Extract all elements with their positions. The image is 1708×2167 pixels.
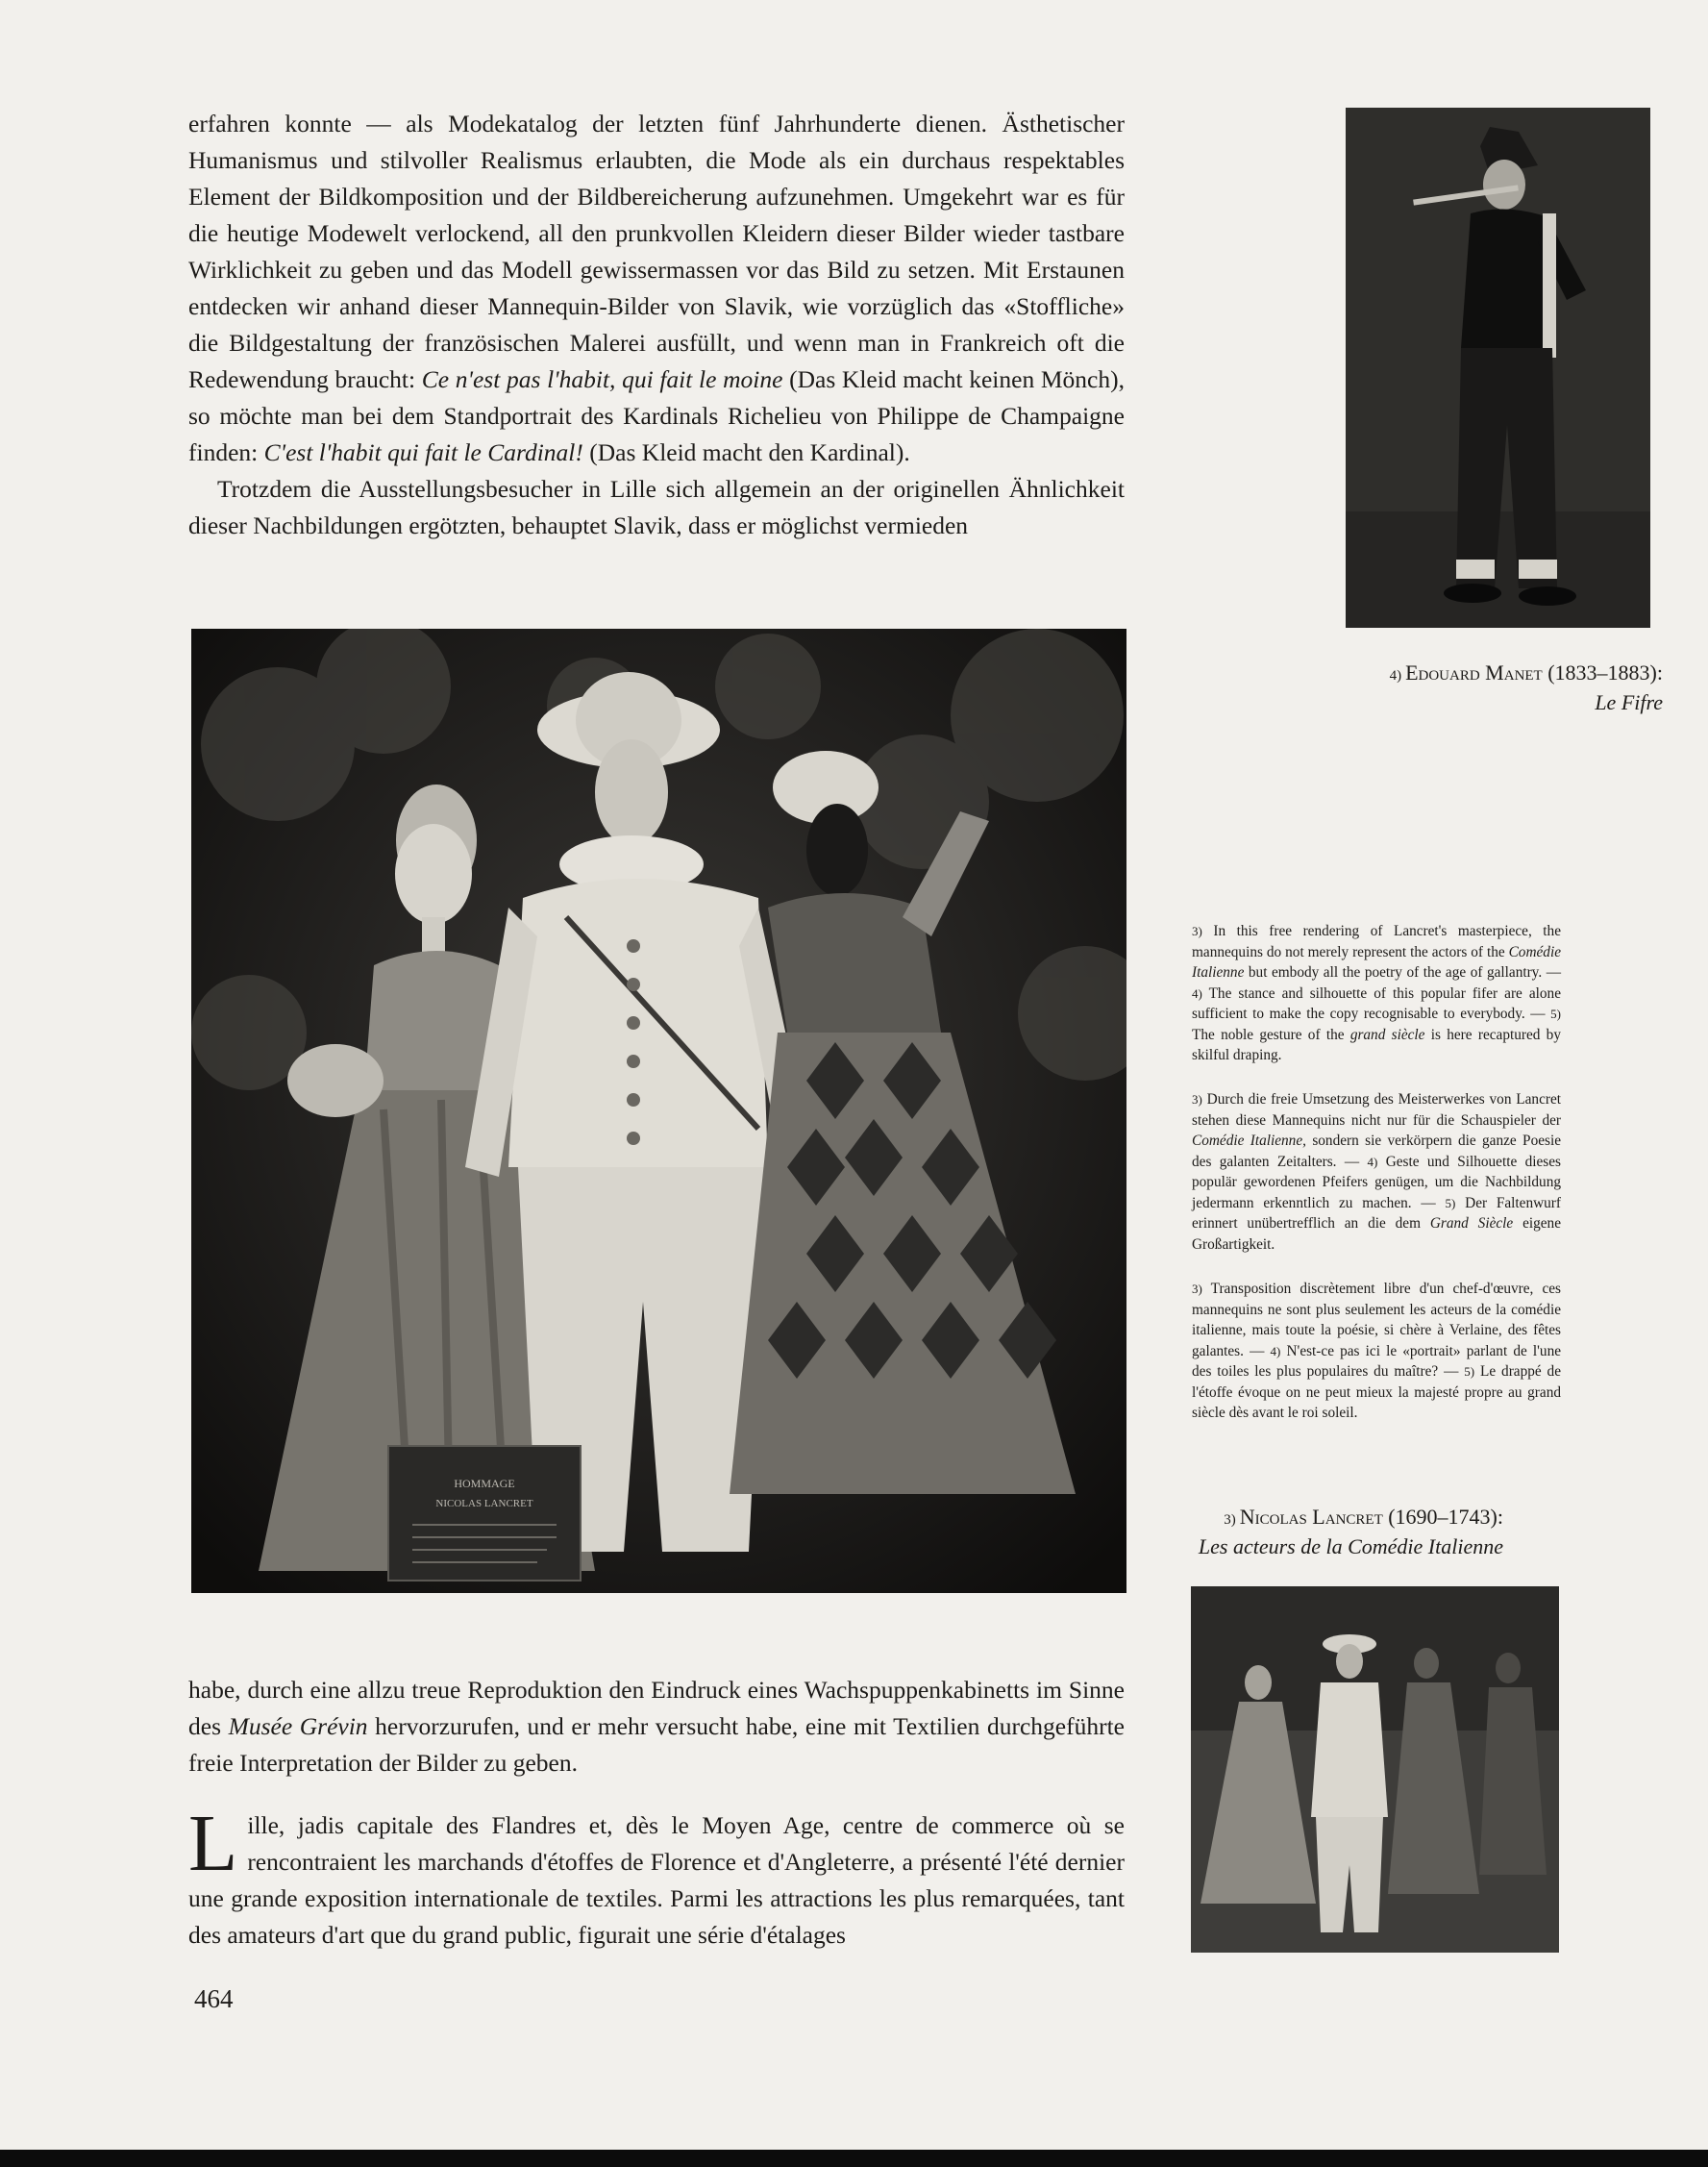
caption-manet-line1	[1288, 660, 1663, 689]
caption-german: 3) Durch die freie Umsetzung des Meisterwerkes von Lancret stehen diese Mannequins nicht nur für die Schauspieler der Comédie Italienne, sondern sie verkörpern die ganze Poesie des galanten Zeitalters. — 4) Geste und Silhouette dieses populär gewordenen Pfeifers genügen, um die Nachbildung jedermann erkenntlich zu machen. — 5) Der Faltenwurf erinnert unübertrefflich an die dem Grand Siècle eigene Großartigkeit.	[1192, 1091, 1561, 1253]
photo-manet-image	[1346, 108, 1650, 628]
paragraph: Trotzdem die Ausstellungsbesucher in Lille sich allgemein an der originellen Ähnlichkeit dieser Nachbildungen ergötzten, behauptet Slavik, dass er möglichst vermieden	[188, 475, 1125, 539]
drop-cap: L	[188, 1799, 238, 1888]
body-text-french	[188, 1799, 1125, 1954]
photo-mannequins-image	[191, 629, 1126, 1593]
caption-number: 4)	[1389, 668, 1402, 684]
paragraph: Lille, jadis capitale des Flandres et, dès le Moyen Age, centre de commerce où se rencontraient les marchands d'étoffes de Florence et d'Angleterre, a présenté l'été dernier une grande exposition internationale de textiles. Parmi les attractions les plus remarquées, tant des amateurs d'art que du grand public, figurait une série d'étalages	[188, 1799, 1125, 1949]
caption-artist: Edouard Manet	[1405, 660, 1543, 685]
page-number: 464	[194, 1984, 234, 2013]
caption-dates: (1690–1743):	[1388, 1505, 1503, 1529]
caption-title: Le Fifre	[1595, 690, 1663, 714]
photo-mannequins	[191, 629, 1126, 1593]
caption-english: 3) In this free rendering of Lancret's masterpiece, the mannequins do not merely represent the actors of the Comédie Italienne but embody all the poetry of the age of gallantry. — 4) The stance and silhouette of this popular fifer are alone sufficient to make the copy recognisable to everybody. — 5) The noble gesture of the grand siècle is here recaptured by skilful draping.	[1192, 923, 1561, 1063]
paragraph: erfahren konnte — als Modekatalog der letzten fünf Jahrhunderte dienen. Ästhetischer Humanismus und stilvoller Realismus erlaubten, die Mode als ein durchaus respektables Element der Bildkomposition und der Bildbereicherung aufzunehmen. Umgekehrt war es für die heutige Modewelt verlockend, all den prunkvollen Kleidern dieser Bilder wieder tastbare Wirklichkeit zu geben und das Modell gewissermassen vor das Bild zu setzen. Mit Erstaunen entdecken wir anhand dieser Mannequin-Bilder von Slavik, wie vorzüglich das «Stoffliche» die Bildgestaltung der französischen Malerei ausfüllt, und wenn man in Frankreich oft die Redewendung braucht: Ce n'est pas l'habit, qui fait le moine (Das Kleid macht keinen Mönch), so möchte man bei dem Standportrait des Kardinals Richelieu von Philippe de Champaigne finden: C'est l'habit qui fait le Cardinal! (Das Kleid macht den Kardinal).	[188, 110, 1125, 466]
caption-artist: Nicolas Lancret	[1239, 1505, 1383, 1529]
paragraph: habe, durch eine allzu treue Reproduktion den Eindruck eines Wachspuppenkabinetts im Sinne des Musée Grévin hervorzurufen, und er mehr versucht habe, eine mit Textilien durchgeführte freie Interpretation der Bilder zu geben.	[188, 1676, 1125, 1777]
caption-lancret-line1	[1134, 1504, 1503, 1533]
sign-text-line2: NICOLAS LANCRET	[435, 1498, 533, 1509]
body-text-german	[188, 106, 1125, 544]
caption-lancret	[1134, 1504, 1503, 1559]
italic-quote: Ce n'est pas l'habit, qui fait le moine	[421, 365, 783, 393]
caption-dates: (1833–1883):	[1547, 660, 1663, 685]
photo-manet-le-fifre	[1346, 108, 1650, 628]
scan-edge	[0, 2150, 1708, 2167]
caption-number: 3)	[1224, 1512, 1236, 1528]
sign-text-line1: HOMMAGE	[454, 1477, 515, 1490]
italic-museum-name: Musée Grévin	[228, 1712, 368, 1740]
italic-quote: C'est l'habit qui fait le Cardinal!	[263, 438, 583, 466]
photo-lancret-image	[1191, 1586, 1559, 1953]
body-text-german-continued	[188, 1672, 1125, 1781]
caption-manet-line2	[1288, 689, 1663, 715]
caption-lancret-line2	[1134, 1533, 1503, 1559]
caption-title: Les acteurs de la Comédie Italienne	[1198, 1534, 1503, 1558]
caption-manet	[1288, 660, 1663, 715]
caption-french: 3) Transposition discrètement libre d'un chef-d'œuvre, ces mannequins ne sont plus seulement les acteurs de la comédie italienne, mais toute la poésie, si chère à Verlaine, des fêtes galantes. — 4) N'est-ce pas ici le «portrait» parlant de l'une des toiles les plus populaires du maître? — 5) Le drappé de l'étoffe évoque on ne peut mieux la majesté propre au grand siècle dès avant le roi soleil.	[1192, 1281, 1562, 1421]
photo-lancret-painting	[1191, 1586, 1559, 1953]
